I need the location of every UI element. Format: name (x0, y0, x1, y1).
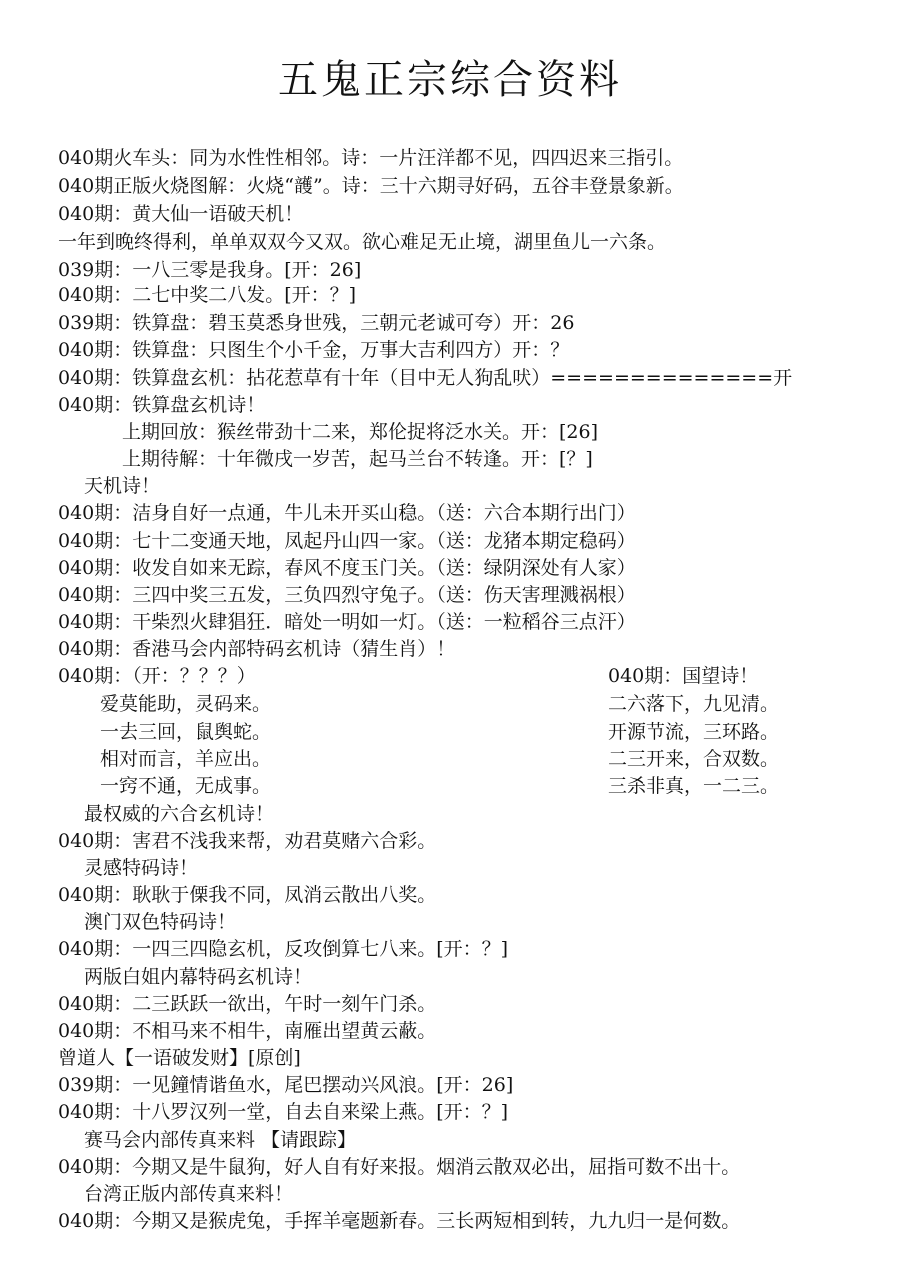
text-line: 上期待解：十年微戌一岁苦，起马兰台不转逢。开：[？] (122, 448, 593, 470)
text-line: 040期：香港马会内部特码玄机诗（猜生肖）！ (58, 638, 456, 660)
guowang-heading: 040期：国望诗！ (608, 665, 759, 687)
guowang-line: 二三开来，合双数。 (608, 748, 780, 770)
text-line: 一年到晚终得利，单单双双今又双。欲心难足无止境，湖里鱼儿一六条。 (58, 231, 667, 253)
text-line: 040期：铁算盘：只图生个小千金，万事大吉利四方）开：？ (58, 339, 570, 361)
section-heading: 曾道人【一语破发财】[原创] (58, 1047, 301, 1069)
text-line: 040期：干柴烈火肆猖狂．暗处一明如一灯。（送：一粒稻谷三点汗） (58, 611, 636, 633)
section-heading: 灵感特码诗！ (84, 857, 199, 879)
text-line: 040期：铁算盘玄机：拈花惹草有十年（目中无人狗乱吠）==============开 (58, 367, 793, 389)
text-line: 040期正版火烧图解：火烧“頀”。诗：三十六期寻好码，五谷丰登景象新。 (58, 175, 684, 197)
text-line: 040期：今期又是牛鼠狗，好人自有好来报。烟消云散双必出，屈指可数不出十。 (58, 1156, 741, 1178)
text-line: 040期：收发自如来无踪，春风不度玉门关。（送：绿阴深处有人家） (58, 557, 636, 579)
text-line: 040期：（开：？？？） (58, 665, 256, 687)
text-line: 040期：耿耿于傈我不同，凤消云散出八奖。 (58, 884, 437, 906)
text-line: 040期：一四三四隐玄机，反攻倒算七八来。[开：？] (58, 938, 509, 960)
text-line: 040期：三四中奖三五发，三负四烈守兔子。（送：伤天害理溅祸根） (58, 584, 636, 606)
text-line: 039期：一八三零是我身。[开：26] (58, 259, 362, 281)
text-line: 040期火车头：同为水性性相邻。诗：一片汪洋都不见，四四迟来三指引。 (58, 147, 684, 169)
text-line: 040期：二七中奖二八发。[开：？] (58, 284, 357, 306)
text-line: 相对而言，羊应出。 (100, 748, 272, 770)
section-heading: 两版白姐内幕特码玄机诗！ (84, 966, 313, 988)
text-line: 040期：洁身自好一点通，牛儿未开买山稳。（送：六合本期行出门） (58, 502, 636, 524)
text-line: 040期：不相马来不相牛，南雁出望黄云蔽。 (58, 1020, 437, 1042)
page-title: 五鬼正宗综合资料 (278, 57, 622, 103)
guowang-line: 三杀非真，一二三。 (608, 775, 780, 797)
section-heading: 最权威的六合玄机诗！ (84, 803, 275, 825)
text-line: 039期：铁算盘：碧玉莫悉身世残，三朝元老诚可夸）开：26 (58, 312, 575, 334)
section-heading: 天机诗！ (84, 475, 161, 497)
text-line: 040期：铁算盘玄机诗！ (58, 394, 266, 416)
text-line: 040期：黄大仙一语破天机！ (58, 203, 304, 225)
text-line: 040期：二三跃跃一欲出，午时一刻午门杀。 (58, 993, 437, 1015)
text-line: 040期：十八罗汉列一堂，自去自来梁上燕。[开：？] (58, 1101, 509, 1123)
text-line: 爱莫能助，灵码来。 (100, 693, 272, 715)
text-line: 040期：害君不浅我来帮，劝君莫赌六合彩。 (58, 830, 437, 852)
guowang-line: 二六落下，九见清。 (608, 693, 780, 715)
text-line: 上期回放：猴丝带劲十二来，郑伦捉将泛水关。开：[26] (122, 421, 599, 443)
section-heading: 澳门双色特码诗！ (84, 911, 237, 933)
text-line: 一去三回，鼠舆蛇。 (100, 721, 272, 743)
text-line: 一窍不通，无成事。 (100, 775, 272, 797)
text-line: 040期：七十二变通天地，凤起丹山四一家。（送：龙猪本期定稳码） (58, 530, 636, 552)
text-line: 040期：今期又是猴虎兔，手挥羊毫题新春。三长两短相到转，九九归一是何数。 (58, 1210, 741, 1232)
text-line: 039期：一见鐘情谐鱼水，尾巴摆动兴风浪。[开：26] (58, 1074, 514, 1096)
section-heading: 赛马会内部传真来料 【请跟踪】 (84, 1129, 357, 1151)
guowang-line: 开源节流，三环路。 (608, 721, 780, 743)
section-heading: 台湾正版内部传真来料！ (84, 1183, 294, 1205)
